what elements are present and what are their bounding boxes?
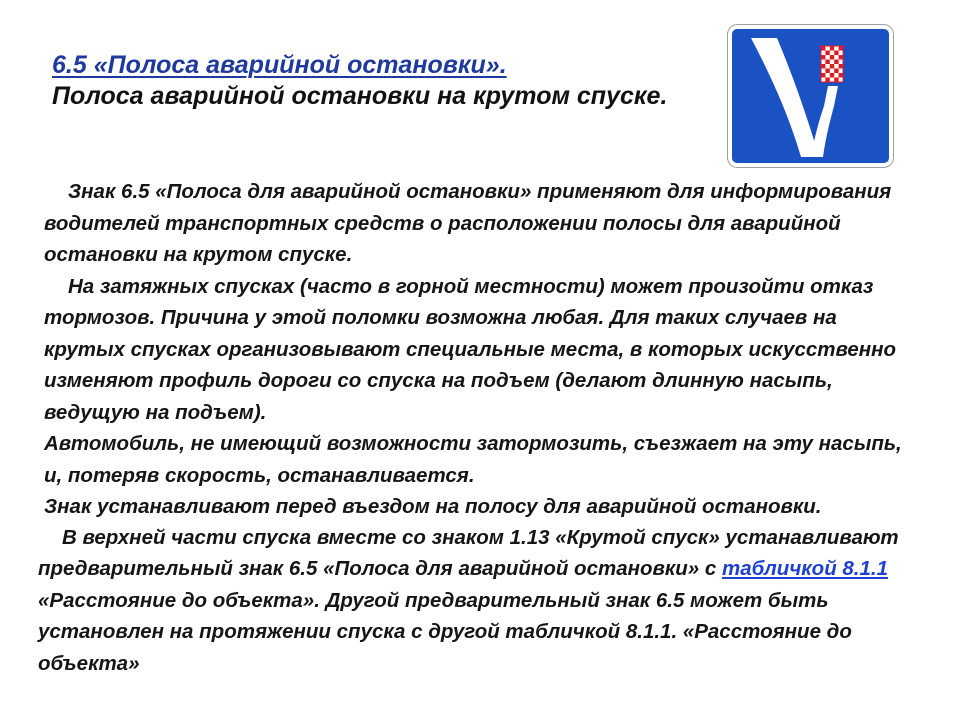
paragraph-purpose: Знак 6.5 «Полоса для аварийной остановки» применяют для информирования водителей транспортных средств о расположении полосы для аварийной остановки на крутом спуске.	[44, 180, 892, 266]
paragraph-installation: Знак устанавливают перед въездом на полосу для аварийной остановки.	[44, 495, 822, 518]
emergency-stop-lane-sign-icon	[727, 24, 894, 168]
plate-8-1-1-link[interactable]: табличкой 8.1.1	[722, 557, 889, 580]
paragraph-brake-failure: На затяжных спусках (часто в горной местности) может произойти отказ тормозов. Причина у этой поломки возможна любая. Для таких случаев на крутых спусках организовывают специальные места, в которых искусственно изменяют профиль дороги со спуска на подъем (делают длинную насыпь, ведущую на подъем).	[44, 274, 897, 424]
sign-title-link[interactable]: 6.5 «Полоса аварийной остановки».	[52, 51, 507, 79]
sign-subtitle: Полоса аварийной остановки на крутом спуске.	[52, 82, 668, 110]
sign-description	[38, 176, 918, 679]
paragraph-preliminary-sign	[38, 522, 918, 680]
paragraph-vehicle-stop: Автомобиль, не имеющий возможности затормозить, съезжает на эту насыпь, и, потеряв скорость, останавливается.	[44, 432, 902, 487]
paragraph-preliminary-text-start: В верхней части спуска вместе со знаком 1.13 «Крутой спуск» устанавливают предварительный знак 6.5 «Полоса для аварийной остановки» с	[38, 525, 899, 580]
slide-heading	[52, 50, 692, 112]
paragraph-preliminary-text-end: «Расстояние до объекта». Другой предварительный знак 6.5 может быть установлен на протяжении спуска с другой табличкой 8.1.1. «Расстояние до объекта»	[38, 588, 852, 675]
